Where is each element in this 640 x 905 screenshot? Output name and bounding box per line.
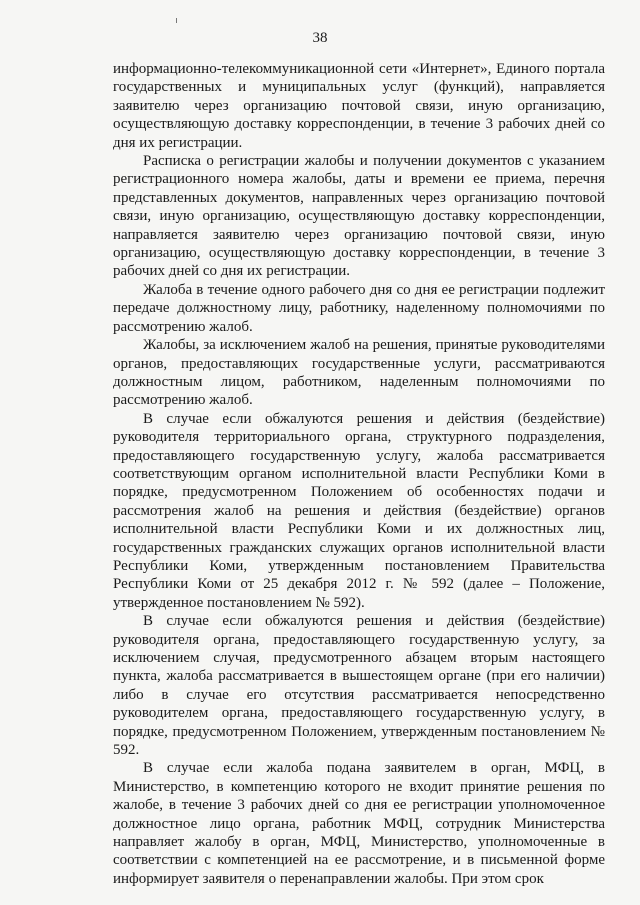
paragraph-receipt: Расписка о регистрации жалобы и получении документов с указанием регистрационного номера жалобы, даты и времени ее приема, перечня представленных документов, направленных через организацию почтовой связи, иную организацию, осуществляющую доставку корреспонденции, направляется заявителю через организацию почтовой связи, иную организацию, осуществляющую доставку корреспонденции, в течение 3 рабочих дней со дня их регистрации. <box>113 153 605 280</box>
document-body <box>113 60 605 888</box>
paragraph-review: Жалобы, за исключением жалоб на решения, принятые руководителями органов, предоставляющих государственные услуги, рассматриваются должностным лицом, работником, наделенным полномочиями по рассмотрению жалоб. <box>113 337 605 409</box>
paragraph-redirect: В случае если жалоба подана заявителем в орган, МФЦ, в Министерство, в компетенцию которого не входит принятие решения по жалобе, в течение 3 рабочих дней со дня ее регистрации уполномоченное должностное лицо органа, работник МФЦ, сотрудник Министерства направляет жалобу в орган, МФЦ, Министерство, уполномоченные в соответствии с компетенцией на ее рассмотрение, и в письменной форме информирует заявителя о перенаправлении жалобы. При этом срок <box>113 760 605 887</box>
paragraph-continuation: информационно-телекоммуникационной сети «Интернет», Единого портала государственных и муниципальных услуг (функций), направляется заявителю через организацию почтовой связи, иную организацию, осуществляющую доставку корреспонденции, в течение 3 рабочих дней со дня их регистрации. <box>113 61 605 151</box>
scan-artifact <box>176 18 177 23</box>
paragraph-transfer: Жалоба в течение одного рабочего дня со дня ее регистрации подлежит передаче должностному лицу, работнику, наделенному полномочиями по рассмотрению жалоб. <box>113 281 605 335</box>
paragraph-head-of-body: В случае если обжалуются решения и действия (бездействие) руководителя органа, предоставляющего государственную услугу, за исключением случая, предусмотренного абзацем вторым настоящего пункта, жалоба рассматривается в вышестоящем органе (при его наличии) либо в случае его отсутствия рассматривается непосредственно руководителем органа, предоставляющего государственную услугу, в порядке, предусмотренном Положением, утвержденным постановлением № 592. <box>113 613 605 759</box>
page-number: 38 <box>312 30 328 46</box>
paragraph-territorial-body: В случае если обжалуются решения и действия (бездействие) руководителя территориального органа, структурного подразделения, предоставляющего государственную услугу, жалоба рассматривается соответствующим органом исполнительной власти Республики Коми в порядке, предусмотренном Положением об особенностях подачи и рассмотрения жалоб на решения и действия (бездействие) органов исполнительной власти Республики Коми и их должностных лиц, государственных гражданских служащих органов исполнительной власти Республики Коми, утвержденным постановлением Правительства Республики Коми от 25 декабря 2012 г. № 592 (далее – Положение, утвержденное постановлением № 592). <box>113 410 605 611</box>
